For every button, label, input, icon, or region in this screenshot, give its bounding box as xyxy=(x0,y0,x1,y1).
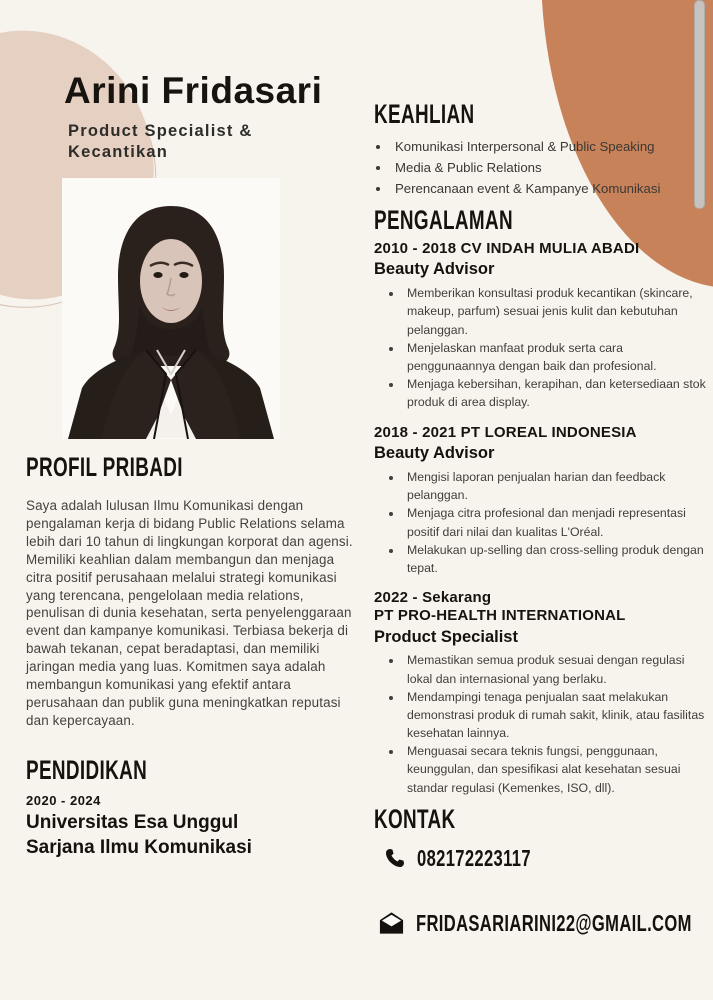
job-role: Beauty Advisor xyxy=(374,444,495,463)
education-degree: Sarjana Ilmu Komunikasi xyxy=(26,836,252,858)
contact-phone-row xyxy=(384,845,706,872)
section-heading-kontak: KONTAK xyxy=(374,803,456,834)
experience-entry-2 xyxy=(374,424,706,578)
job-duty: • Memastikan semua produk sesuai dengan regulasi lokal dan internasional yang berlaku. xyxy=(403,651,706,687)
job-duties xyxy=(386,651,706,797)
job-duty: • Menguasai secara teknis fungsi, penggunaan, keunggulan, dan spesifikasi alat kesehatan sesuai standar regulasi (Kemenkes, ISO, dll). xyxy=(403,742,706,797)
job-duty: • Mengisi laporan penjualan harian dan feedback pelanggan. xyxy=(403,468,706,504)
portrait-photo xyxy=(62,178,280,439)
contact-email-row xyxy=(378,910,706,937)
envelope-icon xyxy=(378,911,405,935)
person-name: Arini Fridasari xyxy=(64,70,323,111)
job-company: PT PRO-HEALTH INTERNATIONAL xyxy=(374,606,626,624)
skill-item: • Perencanaan event & Kampanye Komunikasi xyxy=(391,178,706,199)
job-role: Beauty Advisor xyxy=(374,260,495,279)
job-role: Product Specialist xyxy=(374,627,518,646)
skills-list xyxy=(374,136,706,199)
vertical-scrollbar-thumb[interactable] xyxy=(694,0,705,209)
job-period: 2022 - Sekarang xyxy=(374,589,492,607)
profil-text: Saya adalah lulusan Ilmu Komunikasi dengan pengalaman kerja di bidang Public Relations selama lebih dari 10 tahun di lingkungan korporat dan agensi. Memiliki keahlian dalam membangun dan menjaga citra positif perusahaan melalui strategi komunikasi yang terencana, pengelolaan media relations, penulisan di dunia kesehatan, serta penyelenggaraan event dan kampanye komunikasi. Terbiasa bekerja di bawah tekanan, cepat beradaptasi, dan memiliki jaringan media yang luas. Komitmen saya adalah membangun komunikasi yang efektif antara perusahaan dan publik guna meningkatkan reputasi dan kepercayaan. xyxy=(26,497,353,729)
job-duty: • Menjelaskan manfaat produk serta cara penggunaannya dengan baik dan profesional. xyxy=(403,339,706,375)
job-duty: • Memberikan konsultasi produk kecantikan (skincare, makeup, parfum) sesuai jenis kulit dan kebutuhan pelanggan. xyxy=(403,284,706,339)
email-address: FRIDASARIARINI22@GMAIL.COM xyxy=(416,909,692,936)
section-heading-pengalaman: PENGALAMAN xyxy=(374,205,513,236)
person-title xyxy=(68,121,360,165)
phone-number: 082172223117 xyxy=(417,844,531,871)
experience-entry-1 xyxy=(374,240,706,412)
job-duty: • Melakukan up-selling dan cross-selling produk dengan tepat. xyxy=(403,541,706,577)
experience-entry-3 xyxy=(374,589,706,797)
job-duties xyxy=(386,468,706,577)
section-heading-pendidikan: PENDIDIKAN xyxy=(26,755,148,786)
person-title-line1: Product Specialist & xyxy=(68,121,253,140)
skill-item: • Komunikasi Interpersonal & Public Speaking xyxy=(391,136,706,157)
job-duty: • Menjaga kebersihan, kerapihan, dan ketersediaan stok produk di area display. xyxy=(403,375,706,411)
person-title-line2: Kecantikan xyxy=(68,143,169,162)
education-school: Universitas Esa Unggul xyxy=(26,811,239,833)
right-column xyxy=(374,0,706,937)
job-period-company: 2018 - 2021 PT LOREAL INDONESIA xyxy=(374,423,637,441)
section-heading-keahlian: KEAHLIAN xyxy=(374,99,475,129)
education-period: 2020 - 2024 xyxy=(26,792,101,808)
job-period-company: 2010 - 2018 CV INDAH MULIA ABADI xyxy=(374,239,640,257)
phone-handset-icon xyxy=(384,847,406,869)
job-duty: • Mendampingi tenaga penjualan saat melakukan demonstrasi produk di rumah sakit, klinik, atau fasilitas kesehatan lainnya. xyxy=(403,688,706,743)
job-duties xyxy=(386,284,706,411)
skill-item: • Media & Public Relations xyxy=(391,157,706,178)
section-heading-profil: PROFIL PRIBADI xyxy=(26,452,183,483)
left-column xyxy=(26,0,360,860)
job-duty: • Menjaga citra profesional dan menjadi representasi positif dari nilai dan kualitas L'Oréal. xyxy=(403,504,706,540)
